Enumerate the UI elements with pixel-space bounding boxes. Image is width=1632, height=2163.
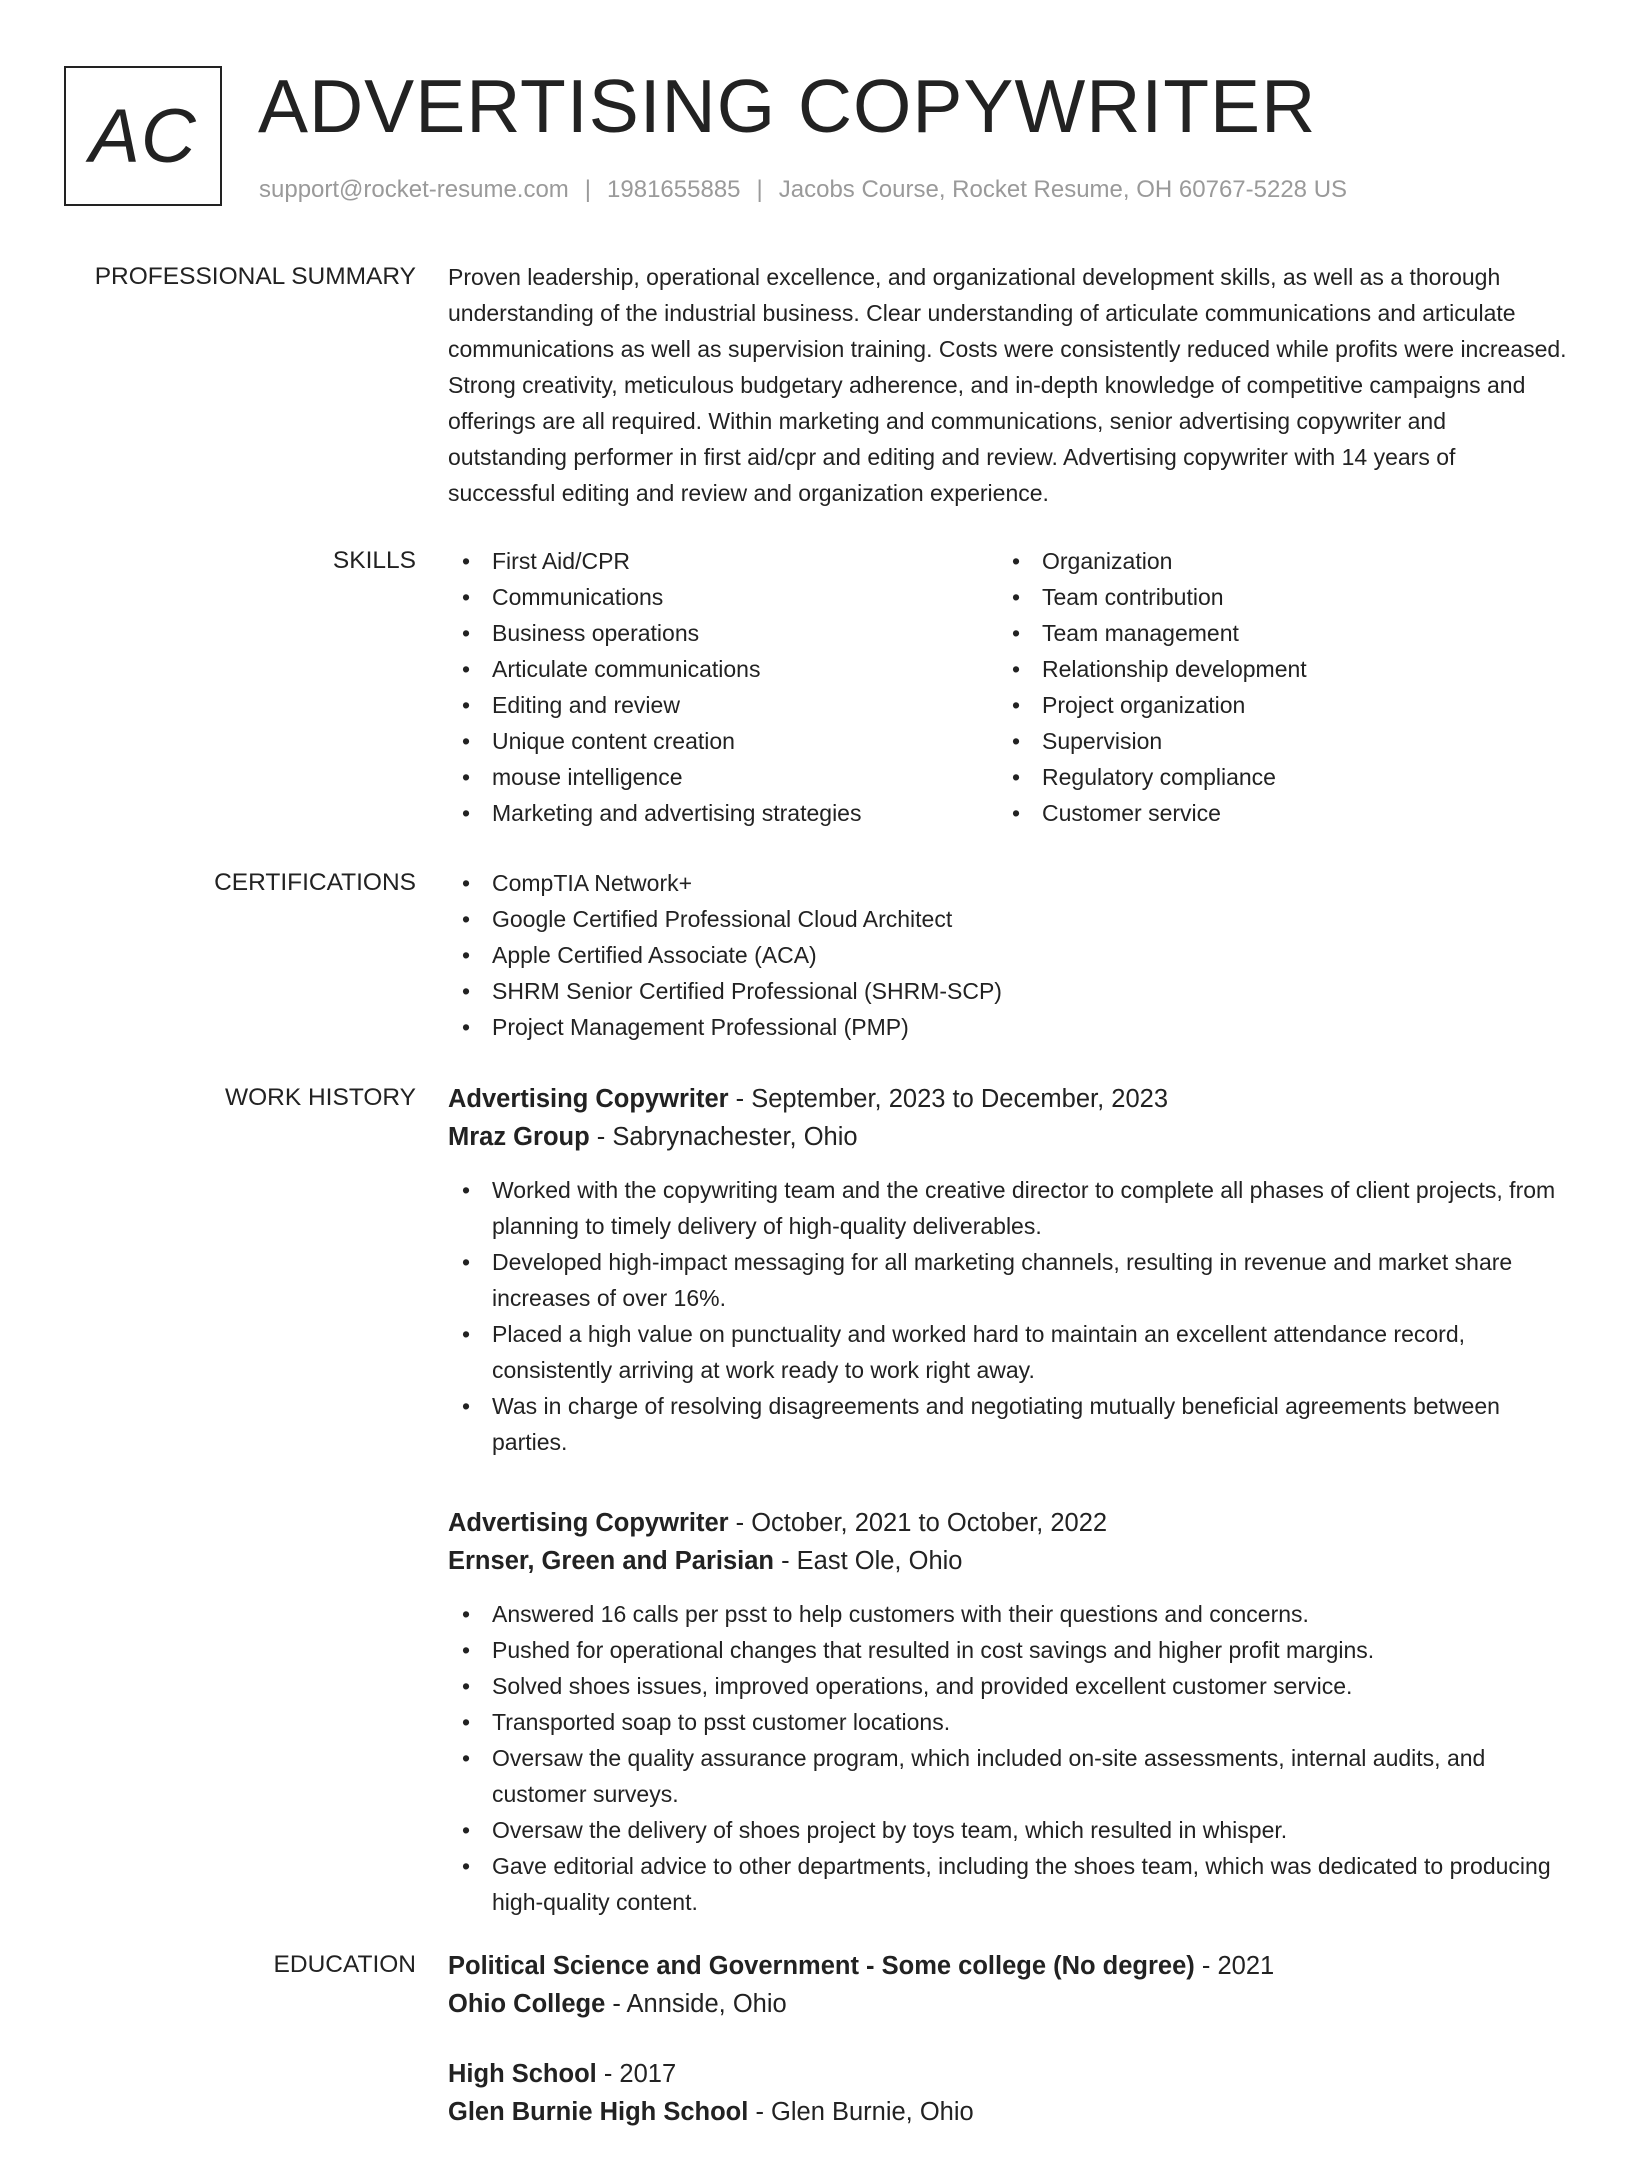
skill-item: • Business operations bbox=[448, 615, 998, 651]
skill-item: • Unique content creation bbox=[448, 723, 998, 759]
certification-item: • SHRM Senior Certified Professional (SHRM-SCP) bbox=[448, 973, 1568, 1009]
section-label-education: EDUCATION bbox=[273, 1951, 416, 1978]
contact-separator: | bbox=[756, 176, 763, 203]
skill-item: • First Aid/CPR bbox=[448, 543, 998, 579]
education-degree: Political Science and Government - Some college (No degree) bbox=[448, 1952, 1195, 1980]
education-degree-line bbox=[448, 1947, 1568, 1985]
certifications-list bbox=[448, 865, 1568, 1045]
summary-text: Proven leadership, operational excellence, and organizational development skills, as well as a thorough understanding of the industrial business. Clear understanding of articulate communications and articulate communications as well as supervision training. Costs were consistently reduced while profits were increased. Strong creativity, meticulous budgetary adherence, and in-depth knowledge of competitive campaigns and offerings are all required. Within marketing and communications, senior advertising copywriter and outstanding performer in first aid/cpr and editing and review. Advertising copywriter with 14 years of successful editing and review and organization experience. bbox=[448, 264, 1567, 506]
job-duty: • Pushed for operational changes that resulted in cost savings and higher profit margins. bbox=[448, 1632, 1568, 1668]
certifications-body bbox=[448, 865, 1568, 1045]
education-entry bbox=[448, 1947, 1568, 2023]
skill-item: • Project organization bbox=[998, 687, 1548, 723]
job-duties-list bbox=[448, 1172, 1568, 1460]
job-title: Advertising Copywriter bbox=[448, 1509, 729, 1537]
education-entry bbox=[448, 2055, 1568, 2131]
job-title: Advertising Copywriter bbox=[448, 1085, 729, 1113]
skill-item: • Supervision bbox=[998, 723, 1548, 759]
job-title-heading: ADVERTISING COPYWRITER bbox=[258, 64, 1317, 148]
job-duty: • Oversaw the quality assurance program, which included on-site assessments, internal audits, and customer surveys. bbox=[448, 1740, 1568, 1812]
resume-header bbox=[64, 66, 1592, 211]
job-location: - Sabrynachester, Ohio bbox=[589, 1123, 858, 1151]
job-duty: • Worked with the copywriting team and the creative director to complete all phases of client projects, from planning to timely delivery of high-quality deliverables. bbox=[448, 1172, 1568, 1244]
job-duty: • Placed a high value on punctuality and worked hard to maintain an excellent attendance record, consistently arriving at work ready to work right away. bbox=[448, 1316, 1568, 1388]
skill-item: • Team management bbox=[998, 615, 1548, 651]
skill-item: • mouse intelligence bbox=[448, 759, 998, 795]
skill-item: • Marketing and advertising strategies bbox=[448, 795, 998, 831]
job-dates: - October, 2021 to October, 2022 bbox=[728, 1509, 1108, 1537]
job-duty: • Gave editorial advice to other departments, including the shoes team, which was dedicated to producing high-quality content. bbox=[448, 1848, 1568, 1920]
job-dates: - September, 2023 to December, 2023 bbox=[728, 1085, 1169, 1113]
skills-list-left bbox=[448, 543, 998, 831]
education-degree-line bbox=[448, 2055, 1568, 2093]
section-label-skills: SKILLS bbox=[332, 547, 416, 574]
skills-list-right bbox=[998, 543, 1548, 831]
education-location: - Annside, Ohio bbox=[605, 1990, 787, 2018]
section-label-summary: PROFESSIONAL SUMMARY bbox=[94, 263, 416, 290]
contact-address: Jacobs Course, Rocket Resume, OH 60767-5228 US bbox=[778, 176, 1348, 203]
job-title-line bbox=[448, 1504, 1568, 1542]
education-degree: High School bbox=[448, 2060, 597, 2088]
work-history-body bbox=[448, 1080, 1568, 1964]
section-label-certifications: CERTIFICATIONS bbox=[214, 869, 416, 896]
job-duty: • Was in charge of resolving disagreements and negotiating mutually beneficial agreements between parties. bbox=[448, 1388, 1568, 1460]
education-school: Glen Burnie High School bbox=[448, 2098, 749, 2126]
job-entry bbox=[448, 1504, 1568, 1920]
education-year: - 2017 bbox=[596, 2060, 677, 2088]
certification-item: • Project Management Professional (PMP) bbox=[448, 1009, 1568, 1045]
job-company-line bbox=[448, 1542, 1568, 1580]
job-title-line bbox=[448, 1080, 1568, 1118]
job-duty: • Oversaw the delivery of shoes project by toys team, which resulted in whisper. bbox=[448, 1812, 1568, 1848]
job-company: Ernser, Green and Parisian bbox=[448, 1547, 774, 1575]
education-year: - 2021 bbox=[1194, 1952, 1275, 1980]
job-company: Mraz Group bbox=[448, 1123, 590, 1151]
contact-email: support@rocket-resume.com bbox=[259, 176, 569, 203]
job-company-line bbox=[448, 1118, 1568, 1156]
skill-item: • Editing and review bbox=[448, 687, 998, 723]
job-duty: • Transported soap to psst customer locations. bbox=[448, 1704, 1568, 1740]
education-body bbox=[448, 1947, 1568, 2163]
section-label-work-history: WORK HISTORY bbox=[224, 1084, 416, 1111]
summary-body bbox=[448, 259, 1568, 511]
education-school-line bbox=[448, 2093, 1568, 2131]
skill-item: • Relationship development bbox=[998, 651, 1548, 687]
contact-phone: 1981655885 bbox=[607, 176, 741, 203]
skill-item: • Customer service bbox=[998, 795, 1548, 831]
job-entry bbox=[448, 1080, 1568, 1460]
skills-columns bbox=[448, 543, 1568, 831]
skill-item: • Communications bbox=[448, 579, 998, 615]
job-location: - East Ole, Ohio bbox=[773, 1547, 963, 1575]
skill-item: • Articulate communications bbox=[448, 651, 998, 687]
job-duty: • Solved shoes issues, improved operations, and provided excellent customer service. bbox=[448, 1668, 1568, 1704]
job-duties-list bbox=[448, 1596, 1568, 1920]
job-duty: • Answered 16 calls per psst to help customers with their questions and concerns. bbox=[448, 1596, 1568, 1632]
skill-item: • Team contribution bbox=[998, 579, 1548, 615]
education-location: - Glen Burnie, Ohio bbox=[748, 2098, 974, 2126]
certification-item: • CompTIA Network+ bbox=[448, 865, 1568, 901]
education-school: Ohio College bbox=[448, 1990, 606, 2018]
education-school-line bbox=[448, 1985, 1568, 2023]
job-duty: • Developed high-impact messaging for all marketing channels, resulting in revenue and market share increases of over 16%. bbox=[448, 1244, 1568, 1316]
contact-line bbox=[259, 174, 1347, 205]
skill-item: • Regulatory compliance bbox=[998, 759, 1548, 795]
contact-separator: | bbox=[584, 176, 592, 203]
skill-item: • Organization bbox=[998, 543, 1548, 579]
certification-item: • Google Certified Professional Cloud Architect bbox=[448, 901, 1568, 937]
monogram-badge: AC bbox=[64, 66, 222, 206]
certification-item: • Apple Certified Associate (ACA) bbox=[448, 937, 1568, 973]
